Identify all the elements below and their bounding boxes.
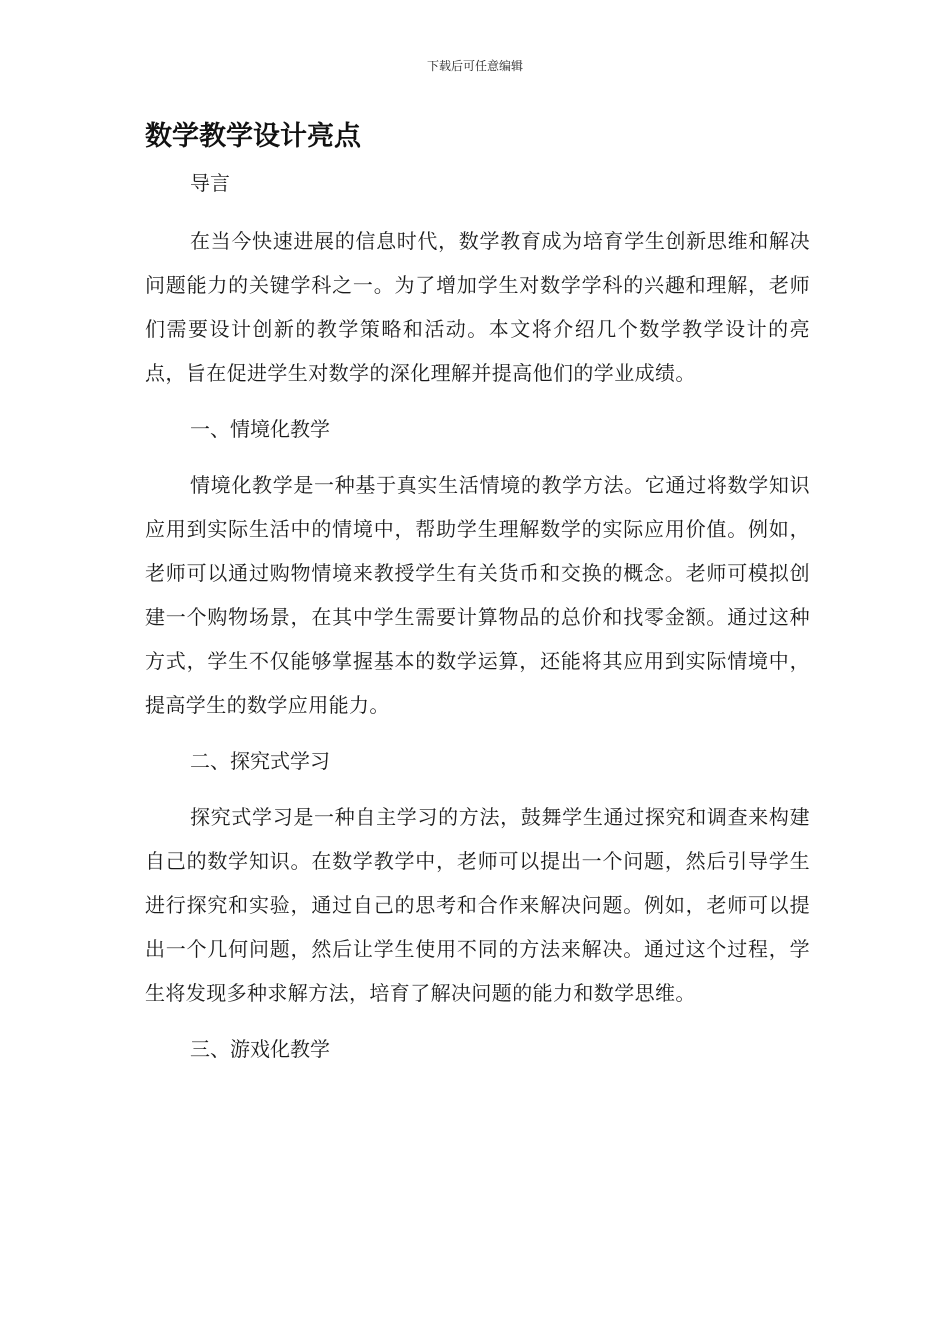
paragraph-section-2: 探究式学习是一种自主学习的方法，鼓舞学生通过探究和调查来构建自己的数学知识。在数学教学中，老师可以提出一个问题，然后引导学生进行探究和实验，通过自己的思考和合作来解决问题。例如，老师可以提出一个几何问题，然后让学生使用不同的方法来解决。通过这个过程，学生将发现多种求解方法，培育了解决问题的能力和数学思维。	[145, 805, 810, 1005]
document-title: 数学教学设计亮点	[145, 121, 361, 152]
section-heading-intro: 导言	[190, 171, 230, 195]
header-note: 下载后可任意编辑	[426, 59, 523, 73]
section-heading-3: 三、游戏化教学	[190, 1037, 330, 1061]
section-heading-1: 一、情境化教学	[190, 417, 330, 441]
paragraph-section-1: 情境化教学是一种基于真实生活情境的教学方法。它通过将数学知识应用到实际生活中的情境中，帮助学生理解数学的实际应用价值。例如，老师可以通过购物情境来教授学生有关货币和交换的概念。老师可模拟创建一个购物场景，在其中学生需要计算物品的总价和找零金额。通过这种方式，学生不仅能够掌握基本的数学运算，还能将其应用到实际情境中，提高学生的数学应用能力。	[145, 473, 810, 717]
document-body	[145, 167, 810, 1065]
paragraph-intro: 在当今快速进展的信息时代，数学教育成为培育学生创新思维和解决问题能力的关键学科之一。为了增加学生对数学学科的兴趣和理解，老师们需要设计创新的教学策略和活动。本文将介绍几个数学教学设计的亮点，旨在促进学生对数学的深化理解并提高他们的学业成绩。	[145, 229, 810, 385]
section-heading-2: 二、探究式学习	[190, 749, 330, 773]
